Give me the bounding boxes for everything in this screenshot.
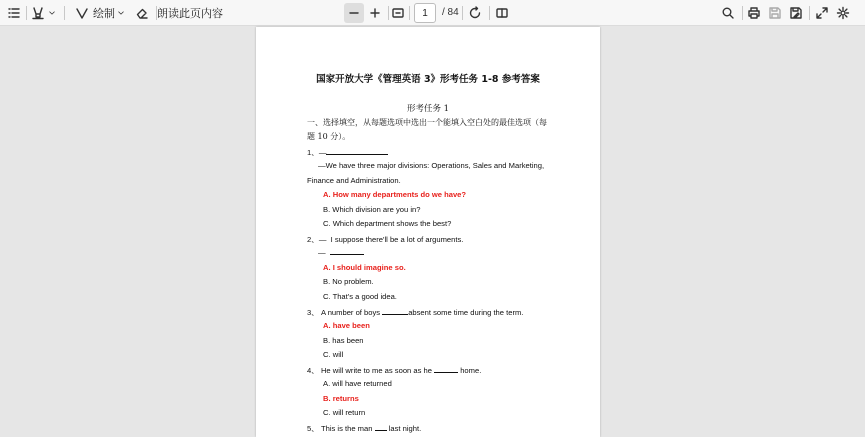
save-as-icon[interactable] xyxy=(788,3,804,23)
question-1-line-2: —We have three major divisions: Operations, Sales and Marketing, xyxy=(318,161,545,170)
fit-page-icon[interactable] xyxy=(390,3,406,23)
dash: — xyxy=(318,248,326,257)
answer-blank xyxy=(382,308,408,315)
draw-label[interactable]: 绘制 xyxy=(93,8,115,20)
question-text-after: last night. xyxy=(388,424,422,433)
answer-blank xyxy=(375,424,387,431)
answer-blank xyxy=(326,148,388,155)
toolbar-separator xyxy=(409,6,410,20)
toolbar-separator xyxy=(64,6,65,20)
question-3-option-b: B. has been xyxy=(323,336,364,345)
fullscreen-icon[interactable] xyxy=(814,3,830,23)
question-text-after: absent some time during the term. xyxy=(408,308,524,317)
question-1-option-c: C. Which department shows the best? xyxy=(323,219,452,228)
question-3-option-c: C. will xyxy=(323,350,344,359)
document-title: 国家开放大学《管理英语 3》形考任务 1-8 参考答案 xyxy=(316,74,540,85)
question-1-option-a: A. How many departments do we have? xyxy=(323,190,467,199)
question-number: 4、 xyxy=(307,366,319,375)
question-number: 5、 xyxy=(307,424,319,433)
question-2-option-a: A. I should imagine so. xyxy=(323,263,406,272)
highlight-icon[interactable] xyxy=(30,3,46,23)
read-aloud-button[interactable]: 朗读此页内容 xyxy=(157,8,223,20)
search-icon[interactable] xyxy=(720,3,736,23)
question-2-option-b: B. No problem. xyxy=(323,277,374,286)
answer-blank xyxy=(434,366,458,373)
question-1 xyxy=(307,147,388,158)
settings-gear-icon[interactable] xyxy=(835,3,851,23)
question-text-before: This is the man xyxy=(320,424,373,433)
plus-icon xyxy=(368,6,382,20)
toolbar-separator xyxy=(489,6,490,20)
question-4 xyxy=(307,365,481,376)
draw-icon[interactable] xyxy=(74,3,90,23)
minus-icon xyxy=(347,6,361,20)
contents-icon[interactable] xyxy=(6,3,22,23)
question-1-line-3: Finance and Administration. xyxy=(307,176,401,185)
section-title: 形考任务 1 xyxy=(406,104,450,114)
question-2 xyxy=(307,234,463,245)
answer-blank xyxy=(330,248,364,255)
instruction-line-2: 题 10 分）。 xyxy=(307,132,351,141)
question-4-option-a: A. will have returned xyxy=(323,379,392,388)
page-view-icon[interactable] xyxy=(494,3,510,23)
question-3 xyxy=(307,307,523,318)
pdf-page xyxy=(256,27,600,437)
toolbar-separator xyxy=(742,6,743,20)
toolbar-separator xyxy=(462,6,463,20)
pdf-toolbar xyxy=(0,0,865,26)
zoom-in-button[interactable] xyxy=(366,3,384,23)
question-text-before: A number of boys xyxy=(320,308,381,317)
question-1-option-b: B. Which division are you in? xyxy=(323,205,421,214)
question-number: 1、— xyxy=(307,148,327,157)
question-text-before: He will write to me as soon as he xyxy=(320,366,432,375)
question-number: 2、— xyxy=(307,235,327,244)
question-text-after: home. xyxy=(460,366,482,375)
question-3-option-a: A. have been xyxy=(323,321,370,330)
print-icon[interactable] xyxy=(746,3,762,23)
question-2-line-2 xyxy=(318,248,364,257)
toolbar-separator xyxy=(809,6,810,20)
question-5 xyxy=(307,423,421,434)
toolbar-separator xyxy=(388,6,389,20)
question-4-option-b: B. returns xyxy=(323,394,359,403)
draw-chevron-down-icon[interactable] xyxy=(116,3,126,23)
page-total: / 84 xyxy=(442,7,459,18)
eraser-icon[interactable] xyxy=(134,3,150,23)
question-text: I suppose there'll be a lot of arguments. xyxy=(330,235,464,244)
rotate-icon[interactable] xyxy=(467,3,483,23)
toolbar-separator xyxy=(26,6,27,20)
save-icon[interactable] xyxy=(767,3,783,23)
question-2-option-c: C. That's a good idea. xyxy=(323,292,397,301)
question-4-option-c: C. will return xyxy=(323,408,366,417)
question-number: 3、 xyxy=(307,308,319,317)
highlight-chevron-down-icon[interactable] xyxy=(47,3,57,23)
page-number-input[interactable] xyxy=(414,3,436,23)
zoom-out-button[interactable] xyxy=(344,3,364,23)
instruction-line-1: 一、选择填空，从每题选项中选出一个能填入空白处的最佳选项（每 xyxy=(307,118,547,127)
